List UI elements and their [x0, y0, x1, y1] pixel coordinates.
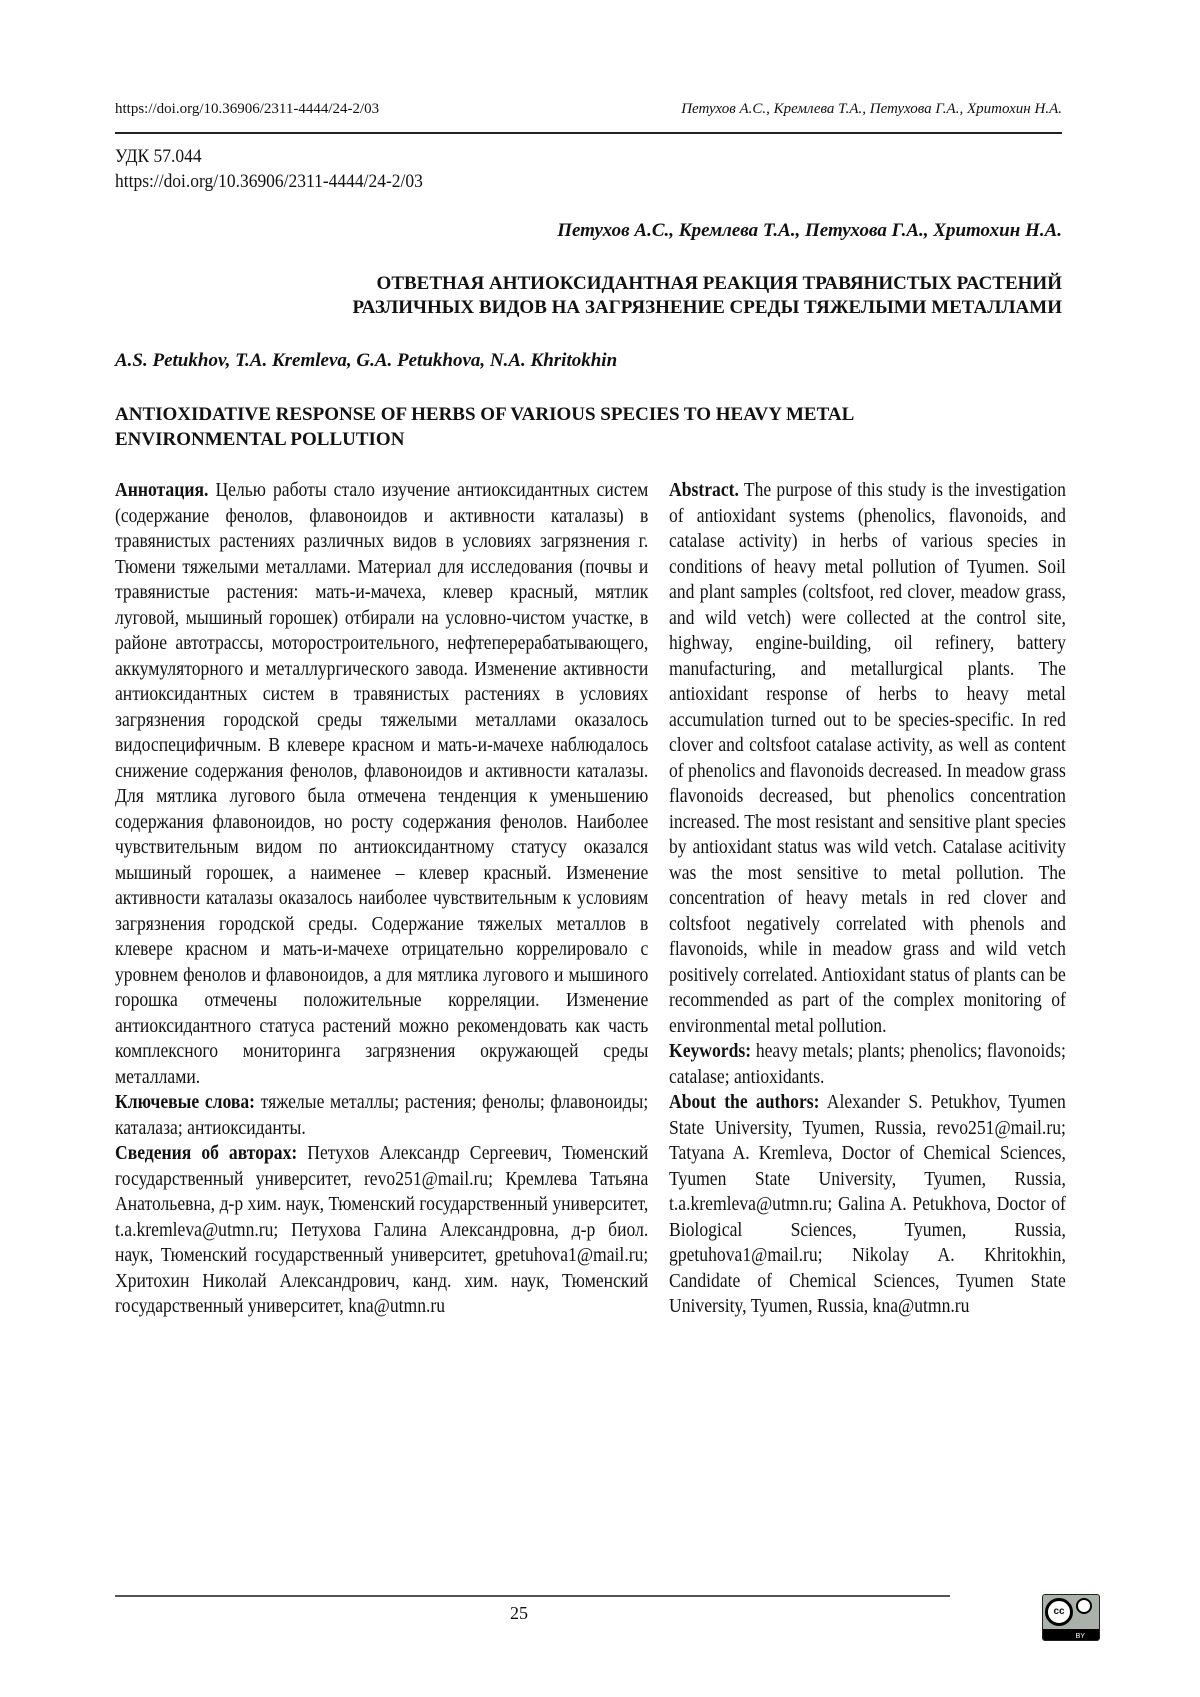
authors-english: A.S. Petukhov, T.A. Kremleva, G.A. Petukhova, N.A. Khritokhin — [115, 350, 617, 372]
abstract-en — [669, 478, 1066, 1039]
title-russian — [353, 272, 1063, 320]
title-english — [115, 402, 1015, 452]
authors-info-en — [669, 1090, 1066, 1320]
header-rule — [115, 132, 1062, 134]
abstract-ru-text: Целью работы стало изучение антиоксидантных систем (содержание фенолов, флавоноидов и активности каталазы) в травянистых растениях различных видов в условиях загрязнения г. Тюмени тяжелыми металлами. Материал для исследования (почвы и травянистые растения: мать-и-мачеха, клевер красный, мятлик луговой, мышиный горошек) отбирали на условно-чистом участке, в районе автотрассы, моторостроительного, нефтеперерабатывающего, аккумуляторного и металлургического завода. Изменение активности антиоксидантных систем в травянистых растениях в условиях загрязнения городской среды тяжелыми металлами оказалось видоспецифичным. В клевере красном и мать-и-мачехе наблюдалось снижение содержания фенолов, флавоноидов и активности каталазы. Для мятлика лугового была отмечена тенденция к уменьшению содержания флавоноидов, но росту содержания фенолов. Наиболее чувствительным видом по антиоксидантному статусу оказался мышиный горошек, а наименее – клевер красный. Изменение активности каталазы оказалось наиболее чувствительным к условиям загрязнения городской среды. Содержание тяжелых металлов в клевере красном и мать-и-мачехе отрицательно коррелировало с уровнем фенолов и флавоноидов, а для мятлика лугового и мышиного горошка отмечены положительные корреляции. Изменение антиоксидантного статуса растений можно рекомендовать как часть комплексного мониторинга загрязнения окружающей среды металлами. — [115, 479, 648, 1088]
keywords-en — [669, 1039, 1066, 1090]
authors-info-ru-label: Сведения об авторах: — [115, 1142, 297, 1164]
badge-bar — [1043, 1629, 1099, 1640]
page-number: 25 — [510, 1603, 528, 1624]
abstract-en-label: Abstract. — [669, 479, 739, 501]
keywords-ru-text: тяжелые металлы; растения; фенолы; флавоноиды; каталаза; антиоксиданты. — [115, 1091, 648, 1139]
udk-code: УДК 57.044 — [115, 144, 423, 169]
authors-info-en-label: About the authors: — [669, 1091, 819, 1113]
english-column — [669, 478, 1066, 1320]
keywords-en-text: heavy metals; plants; phenolics; flavonoids; catalase; antioxidants. — [669, 1040, 1066, 1088]
authors-russian: Петухов А.С., Кремлева Т.А., Петухова Г.А., Хритохин Н.А. — [557, 220, 1062, 242]
udk-block — [115, 144, 423, 194]
abstract-ru — [115, 478, 648, 1090]
footer-rule — [115, 1595, 950, 1597]
authors-info-ru — [115, 1141, 648, 1320]
by-label: BY — [1076, 1633, 1085, 1640]
doi-link[interactable]: https://doi.org/10.36906/2311-4444/24-2/03 — [115, 169, 423, 194]
keywords-ru — [115, 1090, 648, 1141]
abstract-en-text: The purpose of this study is the investigation of antioxidant systems (phenolics, flavonoids, and catalase activity) in herbs of various species in conditions of heavy metal pollution of Tyumen. Soil and plant samples (coltsfoot, red clover, meadow grass, and wild vetch) were collected at the control site, highway, engine-building, oil refinery, battery manufacturing, and metallurgical plants. The antioxidant response of herbs to heavy metal accumulation turned out to be species-specific. In red clover and coltsfoot catalase activity, as well as content of phenolics and flavonoids decreased. In meadow grass flavonoids decreased, but phenolics concentration increased. The most resistant and sensitive plant species by antioxidant status was wild vetch. Catalase acitivity was the most sensitive to metal pollution. The concentration of heavy metals in red clover and coltsfoot negatively correlated with phenols and flavonoids, while in meadow grass and wild vetch positively correlated. Antioxidant status of plants can be recommended as part of the complex monitoring of environmental metal pollution. — [669, 479, 1066, 1037]
cc-by-license-badge[interactable] — [1042, 1594, 1100, 1641]
keywords-en-label: Keywords: — [669, 1040, 751, 1062]
russian-column — [115, 478, 648, 1320]
authors-info-en-text: Alexander S. Petukhov, Tyumen State University, Tyumen, Russia, revo251@mail.ru; Tatyana A. Kremleva, Doctor of Chemical Sciences, Tyumen State University, Tyumen, Russia, t.a.kremleva@utmn.ru; Galina A. Petukhova, Doctor of Biological Sciences, Tyumen, Russia, gpetuhova1@mail.ru; Nikolay A. Khritokhin, Candidate of Chemical Sciences, Tyumen State University, Tyumen, Russia, kna@utmn.ru — [669, 1091, 1066, 1317]
attribution-person-icon — [1076, 1598, 1092, 1614]
cc-icon: cc — [1045, 1598, 1073, 1626]
authors-info-ru-text: Петухов Александр Сергеевич, Тюменский государственный университет, revo251@mail.ru; Кремлева Татьяна Анатольевна, д-р хим. наук, Тюменский государственный университет, t.a.kremleva@utmn.ru; Петухова Галина Александровна, д-р биол. наук, Тюменский государственный университет, gpetuhova1@mail.ru; Хритохин Николай Александрович, канд. хим. наук, Тюменский государственный университет, kna@utmn.ru — [115, 1142, 648, 1317]
running-header-doi[interactable]: https://doi.org/10.36906/2311-4444/24-2/03 — [115, 101, 379, 118]
title-ru-line: ОТВЕТНАЯ АНТИОКСИДАНТНАЯ РЕАКЦИЯ ТРАВЯНИСТЫХ РАСТЕНИЙ — [353, 272, 1063, 296]
title-ru-line: РАЗЛИЧНЫХ ВИДОВ НА ЗАГРЯЗНЕНИЕ СРЕДЫ ТЯЖЕЛЫМИ МЕТАЛЛАМИ — [353, 296, 1063, 320]
running-header-authors: Петухов А.С., Кремлева Т.А., Петухова Г.А., Хритохин Н.А. — [681, 101, 1062, 118]
keywords-ru-label: Ключевые слова: — [115, 1091, 255, 1113]
abstract-ru-label: Аннотация. — [115, 479, 208, 501]
title-en-line: ANTIOXIDATIVE RESPONSE OF HERBS OF VARIOUS SPECIES TO HEAVY METAL — [115, 402, 1015, 427]
title-en-line: ENVIRONMENTAL POLLUTION — [115, 427, 1015, 452]
